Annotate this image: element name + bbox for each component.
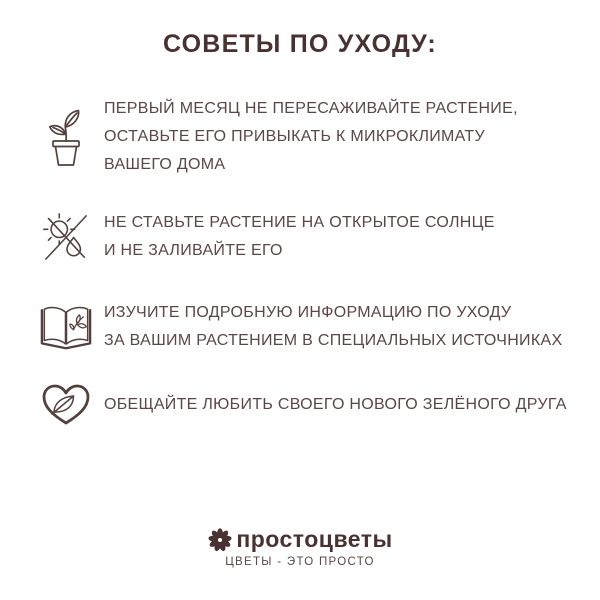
flower-icon bbox=[207, 527, 233, 553]
tip-line: ИЗУЧИТЕ ПОДРОБНУЮ ИНФОРМАЦИЮ ПО УХОДУ bbox=[104, 304, 512, 321]
brand-footer bbox=[0, 526, 600, 568]
tip-text bbox=[104, 209, 495, 265]
tip-line: ПЕРВЫЙ МЕСЯЦ НЕ ПЕРЕСАЖИВАЙТЕ РАСТЕНИЕ, bbox=[104, 100, 518, 117]
brand-name: простоцветы bbox=[236, 526, 393, 552]
tip-row-love bbox=[38, 381, 572, 428]
tip-line: ОСТАВЬТЕ ЕГО ПРИВЫКАТЬ К МИКРОКЛИМАТУ bbox=[104, 128, 485, 145]
brand-tagline: ЦВЕТЫ - ЭТО ПРОСТО bbox=[225, 556, 375, 568]
tip-line: ВАШЕГО ДОМА bbox=[104, 156, 226, 173]
tip-text bbox=[104, 95, 518, 179]
tip-row-repotting bbox=[38, 95, 572, 179]
potted-plant-icon bbox=[38, 107, 94, 167]
tip-line: И НЕ ЗАЛИВАЙТЕ ЕГО bbox=[104, 242, 283, 259]
tip-row-information bbox=[38, 299, 572, 355]
open-book-icon bbox=[38, 302, 94, 352]
tip-row-sun-water bbox=[38, 209, 572, 265]
tip-text bbox=[104, 391, 567, 419]
tips-list bbox=[0, 95, 600, 428]
tip-line: НЕ СТАВЬТЕ РАСТЕНИЕ НА ОТКРЫТОЕ СОЛНЦЕ bbox=[104, 214, 495, 231]
tip-line: ЗА ВАШИМ РАСТЕНИЕМ В СПЕЦИАЛЬНЫХ ИСТОЧНИКАХ bbox=[104, 332, 563, 349]
tip-line: ОБЕЩАЙТЕ ЛЮБИТЬ СВОЕГО НОВОГО ЗЕЛЁНОГО ДРУГА bbox=[104, 395, 567, 413]
no-sun-no-water-icon bbox=[38, 210, 94, 264]
page-title: СОВЕТЫ ПО УХОДУ: bbox=[163, 30, 437, 58]
brand-row bbox=[0, 526, 600, 553]
heart-leaf-icon bbox=[38, 381, 94, 428]
tip-text bbox=[104, 299, 562, 355]
